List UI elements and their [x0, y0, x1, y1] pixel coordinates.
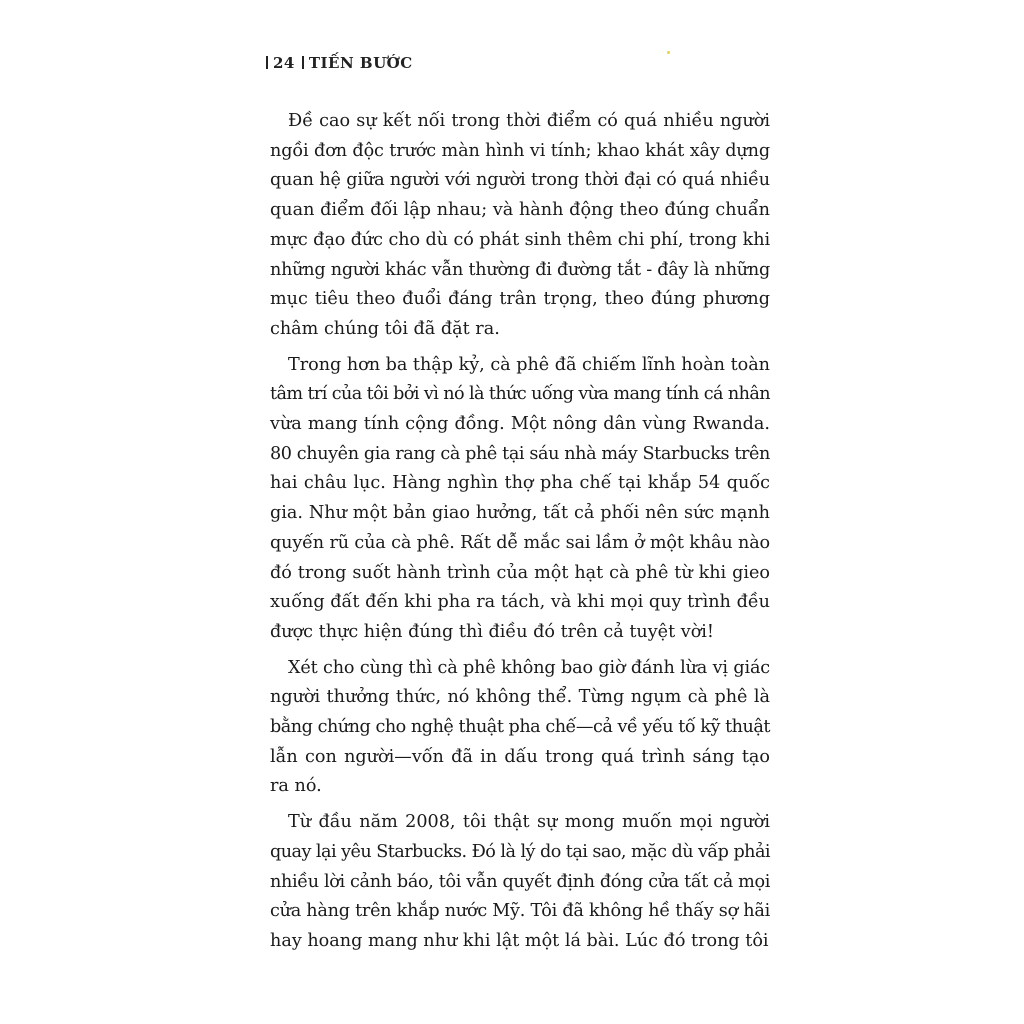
text-line: ngồi đơn độc trước màn hình vi tính; khao khát xây dựng: [270, 140, 770, 161]
text-line: gia. Như một bản giao hưởng, tất cả phối nên sức mạnh: [270, 503, 770, 524]
text-line: xuống đất đến khi pha ra tách, và khi mọi quy trình đều: [270, 592, 770, 613]
speck-mark: [667, 51, 670, 54]
text-line: hay hoang mang như khi lật một lá bài. Lúc đó trong tôi: [270, 930, 769, 951]
text-line: Từ đầu năm 2008, tôi thật sự mong muốn mọi người: [288, 812, 770, 833]
text-line: người thưởng thức, nó không thể. Từng ngụm cà phê là: [270, 687, 770, 708]
text-line: quan hệ giữa người với người trong thời đại có quá nhiều: [270, 170, 770, 191]
text-line: 80 chuyên gia rang cà phê tại sáu nhà máy Starbucks trên: [270, 443, 770, 464]
running-head: [266, 54, 413, 72]
paragraph: [270, 351, 770, 648]
text-line: nhiều lời cảnh báo, tôi vẫn quyết định đóng cửa tất cả mọi: [270, 871, 770, 892]
text-line: mực đạo đức cho dù có phát sinh thêm chi phí, trong khi: [270, 229, 770, 250]
body-text: [270, 107, 770, 957]
text-line: quyến rũ của cà phê. Rất dễ mắc sai lầm ở một khâu nào: [270, 532, 770, 553]
text-line: quan điểm đối lập nhau; và hành động theo đúng chuẩn: [270, 200, 770, 221]
text-line: lẫn con người—vốn đã in dấu trong quá trình sáng tạo: [270, 746, 770, 767]
text-line: hai châu lục. Hàng nghìn thợ pha chế tại khắp 54 quốc: [270, 473, 770, 494]
text-line: cửa hàng trên khắp nước Mỹ. Tôi đã không hề thấy sợ hãi: [270, 901, 770, 922]
text-line: Đề cao sự kết nối trong thời điểm có quá nhiều người: [288, 111, 770, 131]
paragraph: [270, 654, 770, 803]
divider-bar: [302, 56, 304, 69]
text-line: vừa mang tính cộng đồng. Một nông dân vùng Rwanda.: [270, 414, 770, 435]
text-line: Trong hơn ba thập kỷ, cà phê đã chiếm lĩnh hoàn toàn: [288, 354, 770, 375]
text-line: những người khác vẫn thường đi đường tắt - đây là những: [270, 259, 770, 280]
paragraph: [270, 808, 770, 957]
text-line: bằng chứng cho nghệ thuật pha chế—cả về yếu tố kỹ thuật: [270, 717, 770, 738]
text-line: châm chúng tôi đã đặt ra.: [270, 318, 500, 339]
text-line: quay lại yêu Starbucks. Đó là lý do tại sao, mặc dù vấp phải: [270, 841, 770, 862]
text-line: đó trong suốt hành trình của một hạt cà phê từ khi gieo: [270, 562, 770, 583]
page-number: 24: [273, 54, 295, 72]
text-line: tâm trí của tôi bởi vì nó là thức uống vừa mang tính cá nhân: [270, 384, 770, 405]
text-line: ra nó.: [270, 776, 322, 797]
divider-bar: [266, 56, 268, 69]
chapter-title: TIẾN BƯỚC: [308, 54, 413, 72]
paragraph: [270, 107, 770, 345]
text-line: Xét cho cùng thì cà phê không bao giờ đánh lừa vị giác: [288, 657, 770, 678]
text-line: được thực hiện đúng thì điều đó trên cả tuyệt vời!: [270, 621, 714, 642]
text-line: mục tiêu theo đuổi đáng trân trọng, theo đúng phương: [270, 289, 770, 310]
